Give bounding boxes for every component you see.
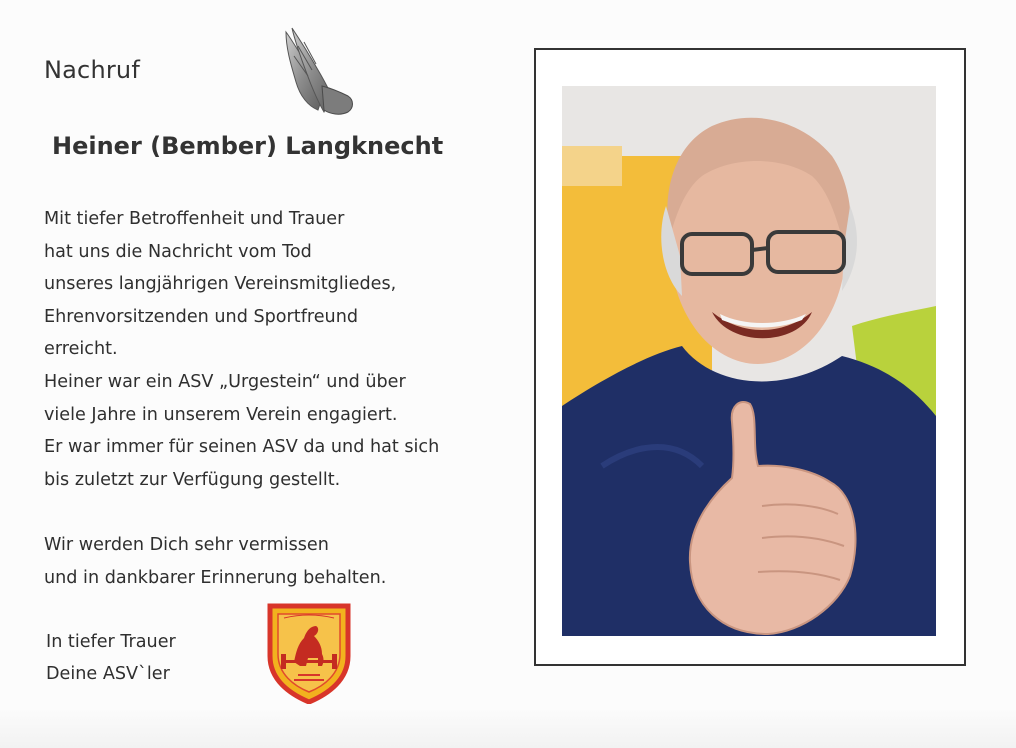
body-line: unseres langjährigen Vereinsmitgliedes, [44,274,397,295]
praying-hands-icon [278,26,360,118]
paragraph-gap [44,496,474,529]
body-line: viele Jahre in unserem Verein engagiert. [44,404,398,425]
closing-line: In tiefer Trauer [46,632,176,652]
body-line: hat uns die Nachricht vom Tod [44,241,312,262]
body-line: und in dankbarer Erinnerung behalten. [44,567,387,588]
closing-signature [46,626,176,690]
body-line: Mit tiefer Betroffenheit und Trauer [44,209,345,229]
obituary-text [44,203,474,594]
body-line: Ehrenvorsitzenden und Sportfreund [44,306,359,327]
closing-line: Deine ASV`ler [46,664,170,684]
club-crest-icon [264,596,354,704]
portrait-photo [562,86,936,636]
body-line: Er war immer für seinen ASV da und hat sich [44,437,440,458]
page-heading: Nachruf [44,56,140,84]
deceased-name: Heiner (Bember) Langknecht [52,132,444,160]
body-line: Wir werden Dich sehr vermissen [44,534,329,555]
body-line: erreicht. [44,339,118,360]
body-line: bis zuletzt zur Verfügung gestellt. [44,469,341,490]
body-line: Heiner war ein ASV „Urgestein“ und über [44,371,406,392]
scan-bottom-edge [0,710,1016,748]
